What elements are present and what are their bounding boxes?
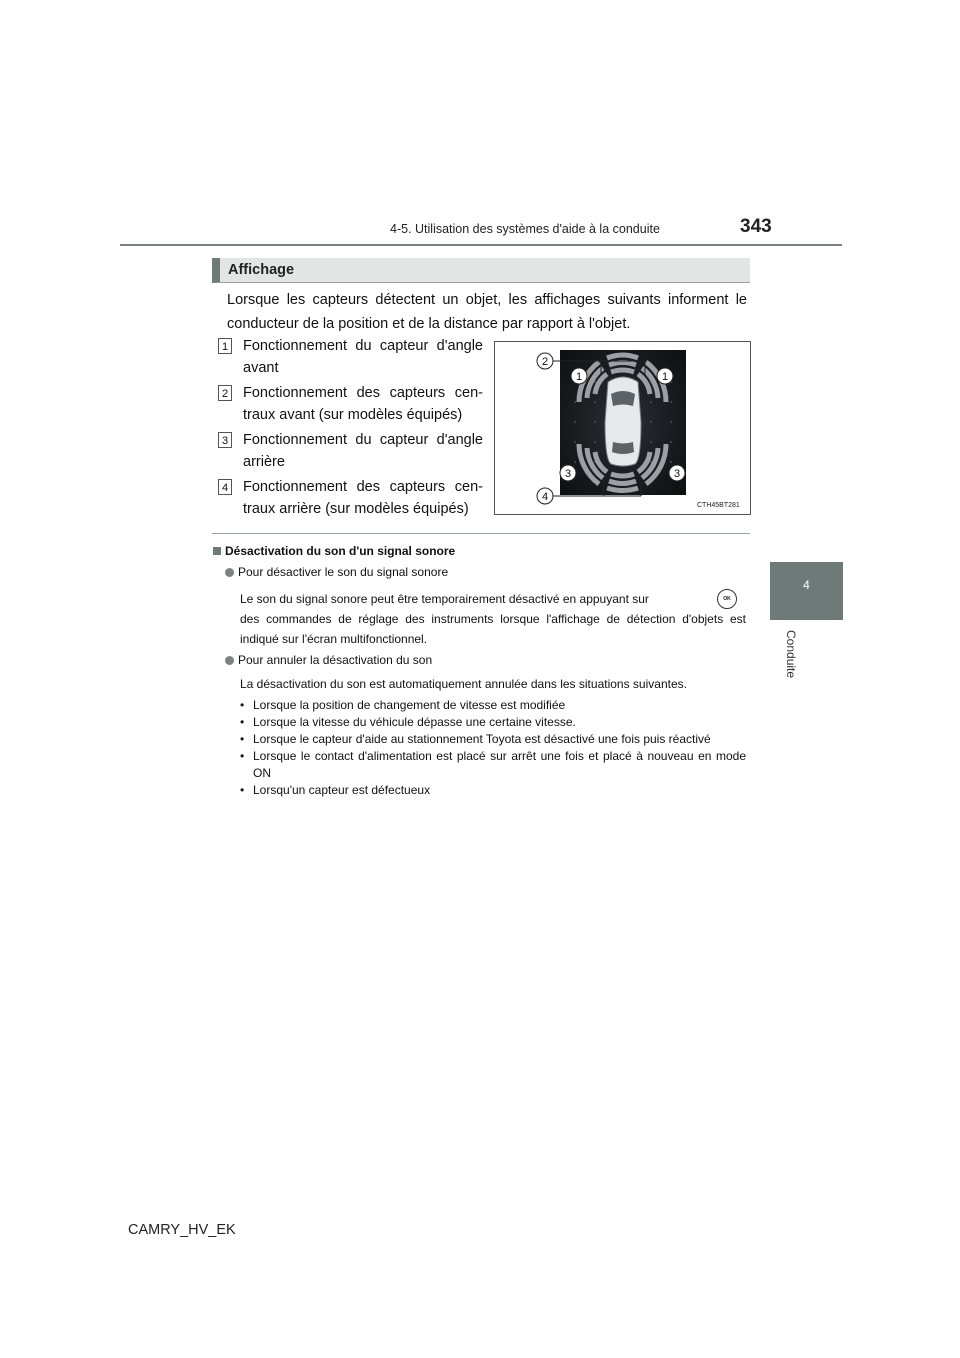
square-bullet-icon (213, 547, 221, 555)
subsection-title: Désactivation du son d'un signal sonore (225, 544, 456, 558)
callout-1-right: 1 (661, 371, 669, 383)
list-entry: • Lorsqu'un capteur est défectueux (240, 782, 746, 799)
sensor-display-figure (494, 341, 751, 515)
item-number-box: 2 (218, 385, 232, 401)
list-item-4 (218, 476, 483, 520)
subsection-heading (213, 544, 455, 558)
callout-2: 2 (541, 356, 549, 368)
list-entry: • Lorsque le capteur d'aide au stationnement Toyota est désactivé une fois puis réactivé (240, 731, 746, 748)
figure-caption: CTH45BT281 (697, 502, 740, 509)
item-text: Fonctionnement du capteur d'angle avant (243, 338, 483, 376)
chapter-label: Conduite (784, 630, 798, 679)
ok-button-icon: OK (717, 589, 737, 609)
situations-list (240, 697, 746, 799)
running-header-section: 4-5. Utilisation des systèmes d'aide à la conduite (390, 222, 660, 236)
circle-bullet-icon (225, 568, 234, 577)
item-number-box: 4 (218, 479, 232, 495)
callout-1-left: 1 (575, 371, 583, 383)
car-icon (605, 377, 641, 466)
item-text: Fonctionnement des capteurs cen-traux arrière (sur modèles équipés) (243, 479, 483, 517)
chapter-number: 4 (803, 578, 810, 592)
parking-sensor-illustration (495, 342, 750, 514)
item-number-box: 3 (218, 432, 232, 448)
section-heading-bar (212, 258, 750, 283)
item-text: Fonctionnement des capteurs cen-traux avant (sur modèles équipés) (243, 385, 483, 423)
model-code: CAMRY_HV_EK (128, 1222, 236, 1238)
list-entry: • Lorsque le contact d'alimentation est placé sur arrêt une fois et placé à nouveau en mode ON (240, 748, 746, 782)
paragraph-1-line-1: Le son du signal sonore peut être temporairement désactivé en appuyant sur (240, 592, 649, 606)
header-rule (120, 244, 842, 246)
list-item-2 (218, 382, 483, 426)
list-entry: • Lorsque la vitesse du véhicule dépasse une certaine vitesse. (240, 714, 746, 731)
paragraph-1-rest: des commandes de réglage des instruments lorsque l'affichage de détection d'objets est indiqué sur l'écran multifonctionnel. (240, 612, 746, 646)
paragraph-2: La désactivation du son est automatiquement annulée dans les situations suivantes. (240, 677, 687, 691)
item-text: Fonctionnement du capteur d'angle arrière (243, 432, 483, 470)
bullet-text: Pour désactiver le son du signal sonore (238, 565, 449, 579)
section-divider (212, 533, 750, 534)
circle-bullet-icon (225, 656, 234, 665)
section-title: Affichage (228, 262, 295, 278)
list-entry: • Lorsque la position de changement de vitesse est modifiée (240, 697, 746, 714)
bullet-item-2 (225, 653, 432, 667)
chapter-label-container (774, 630, 814, 700)
callout-4: 4 (541, 491, 549, 503)
callout-3-left: 3 (564, 468, 572, 480)
item-number-box: 1 (218, 338, 232, 354)
list-item-3 (218, 429, 483, 473)
list-item-1 (218, 335, 483, 379)
chapter-tab (770, 562, 843, 620)
page-number: 343 (740, 216, 772, 237)
callout-3-right: 3 (673, 468, 681, 480)
intro-paragraph: Lorsque les capteurs détectent un objet, les affichages suivants informent le conducteur de la position et de la distance par rapport à l'objet. (227, 292, 747, 332)
bullet-text: Pour annuler la désactivation du son (238, 653, 433, 667)
bullet-item-1 (225, 565, 448, 579)
